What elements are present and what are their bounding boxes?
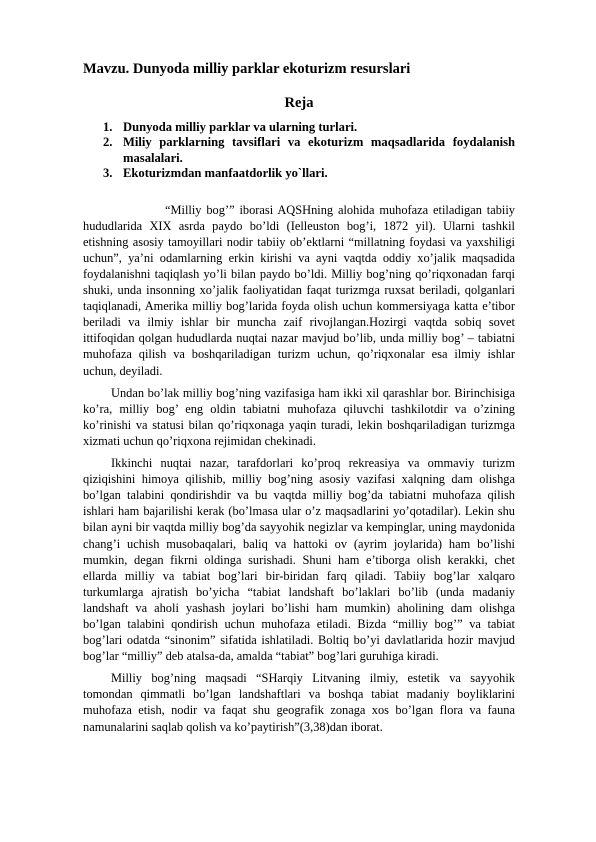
plan-item-number: 3.: [103, 166, 113, 181]
plan-item-number: 1.: [103, 120, 113, 134]
plan-item-number: 2.: [103, 135, 113, 150]
body-paragraph: Ikkinchi nuqtai nazar, tarafdorlari ko’proq rekreasiya va ommaviy turizm qiziqishini himoya qilishib, milliy bog’ning asosiy vazifasi xalqning dam olishga bo’lgan talabini qondirishdir va bu vaqtda milliy bog’da tabiatni muhofaza qilish ishlari ham bajarilishi kerak (bo’lmasa ular o’z maqsadlarini yo’qotadilar). Lekin shu bilan ayni bir vaqtda milliy bog’da sayyohik negizlar va kempinglar, uning maydonida chang’i uchish musobaqalari, baliq va hattoki ov (ayrim joylarida) ham bo’lishi mumkin, degan fikrni oldinga surishadi. Shuni ham e’tiborga olish kerakki, chet ellarda milliy va tabiat bog’lari bir-biridan farq qiladi. Tabiiy bog’lar xalqaro turkumlarga ajratish bo’yicha “tabiat landshaft bo’laklari bo’lib (unda madaniy landshaft va aholi yashash joylari bo’lishi ham mumkin) aholining dam olishga bo’lgan talabini qondirish uchun muhofaza etiladi. Bizda “milliy bog’” va tabiat bog’lari odatda “sinonim” sifatida ishlatiladi. Boltiq bo’yi davlatlarida hozir mavjud bog’lar “milliy” deb atalsa-da, amalda “tabiat” bog’lari guruhiga kiradi.: [83, 456, 515, 664]
body-paragraph: Undan bo’lak milliy bog’ning vazifasiga ham ikki xil qarashlar bor. Birinchisiga ko’ra, milliy bog’ eng oldin tabiatni muhofaza qiluvchi tashkilotdir va o’zining ko’rinishi va statusi bilan qo’riqxonaga yaqin turadi, lekin boshqariladigan turizmga xizmati uchun qo’riqxona rejimidan chekinadi.: [83, 385, 515, 448]
plan-item: [83, 120, 515, 135]
body-paragraph: Milliy bog’ning maqsadi “SHarqiy Litvaning ilmiy, estetik va sayyohik tomondan qimmatli bo’lgan landshaftlari va boshqa tabiat madaniy boyliklarini muhofaza etish, nodir va faqat shu geografik zonaga xos bo’lgan flora va fauna namunalarini saqlab qolish va ko’paytirish”(3,38)dan iborat.: [83, 671, 515, 734]
plan-item: [83, 135, 515, 166]
plan-list: [83, 120, 515, 182]
body-paragraph: “Milliy bog’” iborasi AQSHning alohida muhofaza etiladigan tabiiy hududlarida XIX asrda paydo bo’ldi (Ielleuston bog’i, 1872 yil). Ularni tashkil etishning asosiy tamoyillari nodir tabiiy ob’ektlarni “millatning foydasi va yaxshiligi uchun”, ya’ni odamlarning erkin kirishi va ayni vaqtda oddiy xo’jalik maqsadida foydalanishni taqiqlash yo’li bilan paydo bo’ldi. Milliy bog’ning qo’riqxonadan farqi shuki, unda insonning xo’jalik faoliyatidan faqat turizmga ruxsat beriladi, qolganlari taqiqlanadi, Amerika milliy bog’larida foyda olish uchun kommersiyaga katta e’tibor beriladi va ilmiy ishlar bir muncha zaif rivojlangan.Hozirgi vaqtda sobiq sovet ittifoqidan qolgan hududlarda nuqtai nazar mavjud bo’lib, unda milliy bog’ – tabiatni muhofaza qilish va boshqariladigan turizm uchun, qo’riqxonalar esa ilmiy ishlar uchun, deyiladi.: [83, 202, 515, 378]
document-title: Mavzu. Dunyoda milliy parklar ekoturizm resurslari: [83, 61, 411, 77]
plan-item-text: Dunyoda milliy parklar va ularning turlari.: [123, 120, 358, 134]
document-page: [83, 60, 515, 741]
plan-item-text: Miliy parklarning tavsiflari va ekoturizm maqsadlarida foydalanish masalalari.: [123, 135, 515, 165]
plan-item: [83, 166, 515, 181]
plan-item-text: Ekoturizmdan manfaatdorlik yo`llari.: [123, 166, 328, 181]
plan-heading: Reja: [284, 95, 314, 111]
